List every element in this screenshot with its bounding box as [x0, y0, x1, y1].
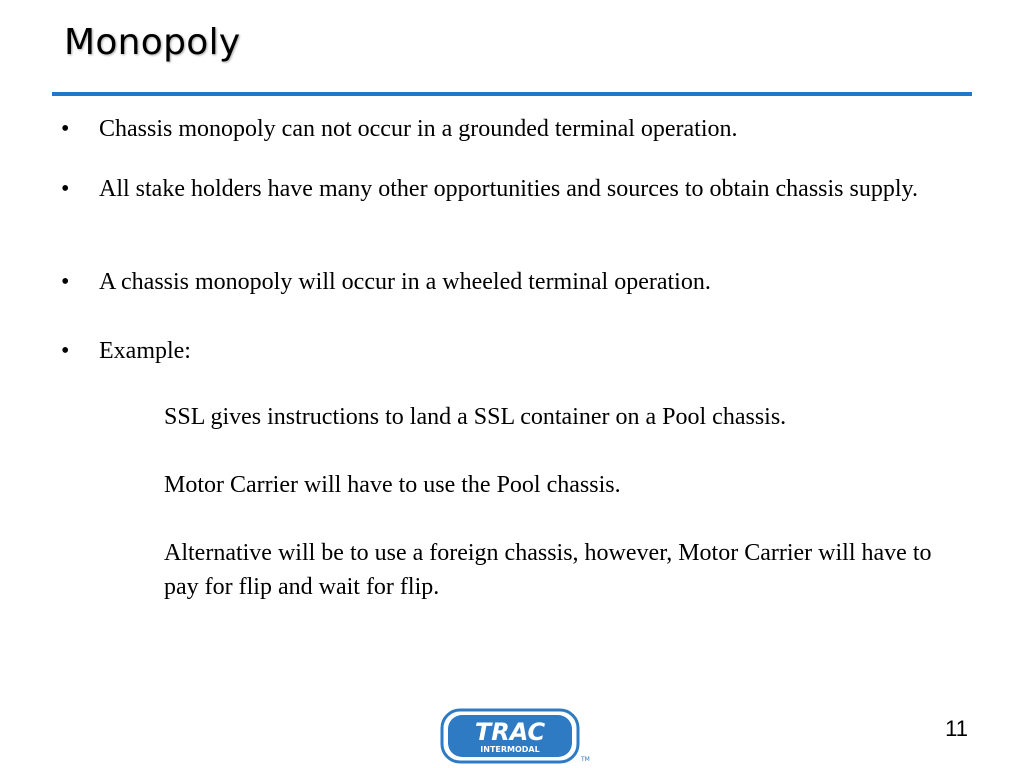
- trac-intermodal-logo: [440, 706, 592, 766]
- example-paragraph: Motor Carrier will have to use the Pool chassis.: [164, 472, 621, 498]
- bullet-text: Example:: [99, 338, 191, 364]
- bullet-glyph: •: [61, 338, 70, 364]
- bullet-glyph: •: [61, 269, 70, 295]
- bullet-glyph: •: [61, 176, 70, 202]
- svg-text:TRAC: TRAC: [474, 718, 546, 746]
- svg-text:TM: TM: [581, 756, 590, 763]
- example-paragraph: SSL gives instructions to land a SSL container on a Pool chassis.: [164, 404, 787, 430]
- example-paragraph: Alternative will be to use a foreign chassis, however, Motor Carrier will have to pay for flip and wait for flip.: [164, 540, 932, 600]
- svg-text:INTERMODAL: INTERMODAL: [480, 745, 540, 754]
- bullet-text: Chassis monopoly can not occur in a grounded terminal operation.: [99, 116, 738, 142]
- bullet-glyph: •: [61, 116, 70, 142]
- title-underline: [52, 92, 972, 96]
- bullet-text: All stake holders have many other opportunities and sources to obtain chassis supply.: [99, 176, 918, 202]
- slide-title: Monopoly: [64, 22, 241, 63]
- bullet-text: A chassis monopoly will occur in a wheeled terminal operation.: [99, 269, 711, 295]
- page-number: 11: [945, 716, 968, 741]
